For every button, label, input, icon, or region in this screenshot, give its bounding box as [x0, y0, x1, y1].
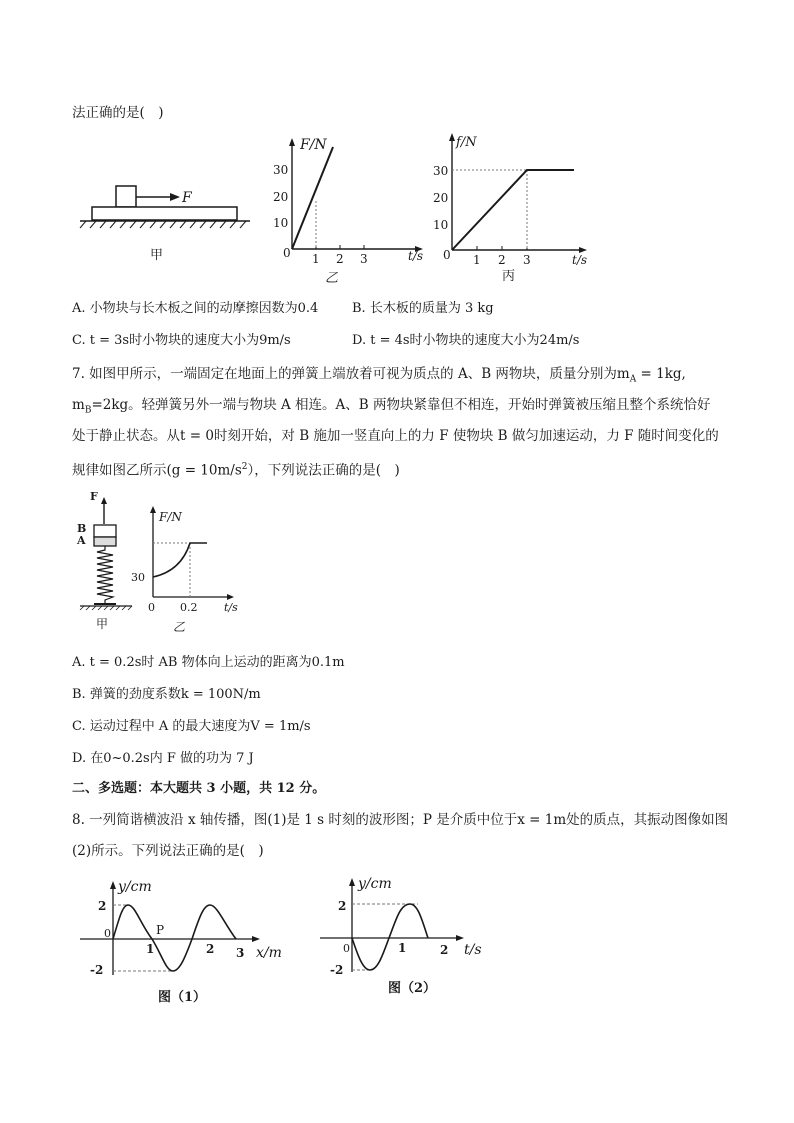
- svg-text:10: 10: [433, 218, 449, 232]
- F-line: [292, 147, 333, 249]
- svg-text:F: F: [90, 490, 98, 503]
- svg-text:t/s: t/s: [572, 253, 588, 267]
- svg-text:30: 30: [433, 164, 449, 178]
- svg-text:图（1）: 图（1）: [158, 990, 207, 1005]
- q6-fig-yi: [270, 135, 430, 285]
- svg-text:2: 2: [498, 253, 506, 267]
- svg-text:2: 2: [336, 252, 344, 266]
- q7-stem-line1: 7. 如图甲所示，一端固定在地面上的弹簧上端放着可视为质点的 A、B 两物块，质量分别为$m_A = 1kg$,: [72, 366, 686, 385]
- section-heading: 二、多选题：本大题共 3 小题，共 12 分。: [72, 781, 326, 796]
- force-label: F: [182, 190, 192, 206]
- wave-curve: [113, 905, 236, 971]
- svg-text:丙: 丙: [502, 269, 516, 284]
- svg-text:A: A: [77, 534, 86, 547]
- q6-option-a: A. 小物块与长木板之间的动摩擦因数为0.4: [72, 301, 319, 316]
- svg-text:0: 0: [104, 927, 111, 940]
- block-A: [94, 537, 116, 546]
- svg-text:t/s: t/s: [408, 249, 424, 263]
- svg-text:3: 3: [360, 252, 368, 266]
- q6-option-c: C. t = 3s时小物块的速度大小为9m/s: [72, 333, 291, 348]
- svg-text:1: 1: [146, 942, 155, 956]
- ground-hatch: [80, 221, 246, 228]
- svg-text:2: 2: [338, 899, 347, 913]
- svg-text:B: B: [77, 522, 87, 535]
- base: [94, 603, 116, 605]
- svg-text:20: 20: [273, 190, 289, 204]
- q6-option-d: D. t = 4s时小物块的速度大小为24m/s: [352, 333, 580, 348]
- svg-text:F/N: F/N: [300, 137, 327, 153]
- q7-option-d: D. 在0~0.2s内 F 做的功为 7 J: [72, 751, 254, 766]
- svg-text:0: 0: [148, 601, 155, 614]
- vibration-curve: [352, 904, 428, 970]
- q8-fig-1: [78, 875, 298, 1010]
- svg-text:1: 1: [398, 941, 407, 955]
- q7-option-a: A. t = 0.2s时 AB 物体向上运动的距离为0.1m: [72, 655, 345, 670]
- svg-text:y/cm: y/cm: [358, 876, 392, 892]
- block-B: [94, 525, 116, 537]
- svg-text:乙: 乙: [173, 620, 186, 634]
- svg-text:0.2: 0.2: [180, 601, 198, 614]
- q6-fig-jia: [70, 180, 250, 270]
- q6-fig-bing: [430, 130, 600, 284]
- svg-text:y/cm: y/cm: [118, 879, 152, 895]
- svg-text:30: 30: [131, 571, 145, 584]
- caption-jia: 甲: [150, 248, 164, 263]
- svg-text:10: 10: [273, 216, 289, 230]
- q7-stem-line3: 处于静止状态。从t = 0时刻开始，对 B 施加一竖直向上的力 F 使物块 B 做匀加速运动，力 F 随时间变化的: [72, 428, 719, 444]
- svg-text:t/s: t/s: [224, 601, 238, 614]
- F-curve: [153, 543, 207, 577]
- q7-stem-line4: 规律如图乙所示$(g = 10m/s^2)$，下列说法正确的是( ): [72, 462, 400, 479]
- q8-fig-2: [318, 872, 498, 1002]
- svg-text:3: 3: [523, 253, 531, 267]
- force-arrow: [170, 193, 180, 201]
- svg-text:甲: 甲: [96, 617, 109, 631]
- q7-fig-jia: [72, 490, 142, 635]
- svg-text:-2: -2: [90, 963, 104, 977]
- svg-text:t/s: t/s: [464, 942, 482, 958]
- block: [116, 186, 136, 207]
- svg-text:20: 20: [433, 191, 449, 205]
- svg-text:P: P: [156, 923, 165, 937]
- q7-option-c: C. 运动过程中 A 的最大速度为V = 1m/s: [72, 719, 311, 734]
- q6-stem-tail: 法正确的是( ): [72, 105, 164, 121]
- board: [92, 207, 237, 220]
- q7-fig-yi: [131, 505, 245, 635]
- svg-text:0: 0: [283, 246, 291, 260]
- svg-text:1: 1: [312, 252, 320, 266]
- f-line: [452, 170, 574, 250]
- q8-stem-line2: (2)所示。下列说法正确的是( ): [72, 843, 264, 859]
- svg-text:30: 30: [273, 163, 289, 177]
- svg-text:F/N: F/N: [159, 510, 182, 524]
- svg-text:-2: -2: [330, 963, 344, 977]
- svg-text:0: 0: [443, 248, 451, 262]
- svg-text:图（2）: 图（2）: [388, 981, 437, 996]
- svg-text:2: 2: [206, 942, 215, 956]
- svg-text:0: 0: [343, 942, 350, 955]
- svg-text:x/m: x/m: [256, 945, 282, 961]
- svg-text:2: 2: [98, 899, 107, 913]
- svg-text:1: 1: [473, 253, 481, 267]
- svg-text:3: 3: [236, 946, 245, 960]
- q8-stem-line1: 8. 一列简谐横波沿 x 轴传播，图(1)是 1 s 时刻的波形图；P 是介质中位于x = 1m处的质点，其振动图像如图: [72, 812, 729, 828]
- svg-text:f/N: f/N: [456, 135, 477, 150]
- q7-stem-line2: $m_B=2kg$。轻弹簧另外一端与物块 A 相连。A、B 两物块紧靠但不相连，开始时弹簧被压缩且整个系统恰好: [72, 397, 711, 416]
- q6-option-b: B. 长木板的质量为 3 kg: [352, 301, 494, 316]
- q7-option-b: B. 弹簧的劲度系数k = 100N/m: [72, 687, 261, 702]
- svg-text:乙: 乙: [325, 271, 339, 286]
- svg-text:2: 2: [440, 943, 449, 957]
- spring: [97, 546, 113, 603]
